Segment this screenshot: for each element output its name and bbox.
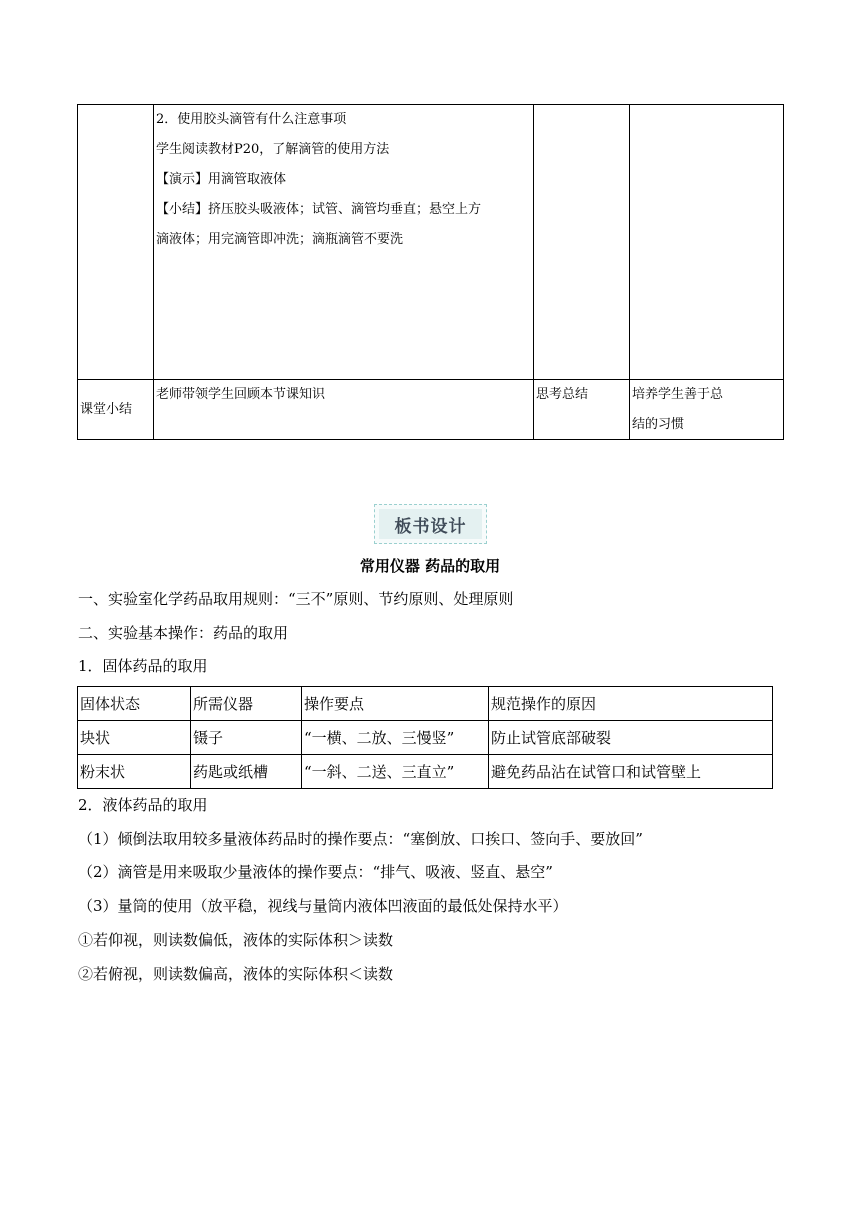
cell-line: 【小结】挤压胶头吸液体；试管、滴管均垂直；悬空上方 <box>156 202 482 217</box>
cell-line: 结的习惯 <box>632 416 685 432</box>
table-cell <box>154 105 534 380</box>
table-cell: 避免药品沾在试管口和试管壁上 <box>489 755 773 789</box>
text-line: （2）滴管是用来吸取少量液体的操作要点：“排气、吸液、竖直、悬空” <box>78 863 553 881</box>
table-header: 固体状态 <box>78 687 191 721</box>
table-cell: “一斜、二送、三直立” <box>302 755 489 789</box>
table-cell: 块状 <box>78 721 191 755</box>
badge-label: 板书设计 <box>379 509 482 539</box>
text-line: 1．固体药品的取用 <box>78 657 208 675</box>
table-cell: 思考总结 <box>534 380 630 440</box>
table-header: 规范操作的原因 <box>489 687 773 721</box>
text-line: （3）量筒的使用（放平稳，视线与量筒内液体凹液面的最低处保持水平） <box>78 897 568 915</box>
table-row <box>78 755 773 789</box>
table-cell: 粉末状 <box>78 755 191 789</box>
table-cell: 药匙或纸槽 <box>191 755 302 789</box>
table-cell <box>630 380 784 440</box>
text-line: 一、实验室化学药品取用规则：“三不”原则、节约原则、处理原则 <box>78 590 514 608</box>
cell-line: 2．使用胶头滴管有什么注意事项 <box>156 112 347 127</box>
board-design-badge <box>374 504 487 544</box>
solid-drugs-table <box>77 686 773 789</box>
table-cell: 镊子 <box>191 721 302 755</box>
board-title: 常用仪器 药品的取用 <box>359 557 501 575</box>
table-row <box>78 105 784 380</box>
table-header-row <box>78 687 773 721</box>
text-line: 二、实验基本操作：药品的取用 <box>78 624 289 642</box>
text-line: （1）倾倒法取用较多量液体药品时的操作要点：“塞倒放、口挨口、签向手、要放回” <box>78 830 643 848</box>
cell-line: 培养学生善于总 <box>632 387 724 402</box>
table-cell: “一横、二放、三慢竖” <box>302 721 489 755</box>
table-cell <box>630 105 784 380</box>
text-line: ①若仰视，则读数偏低，液体的实际体积＞读数 <box>78 931 394 949</box>
table-header: 所需仪器 <box>191 687 302 721</box>
table-header: 操作要点 <box>302 687 489 721</box>
text-line: ②若俯视，则读数偏高，液体的实际体积＜读数 <box>78 965 394 983</box>
cell-line: 滴液体；用完滴管即冲洗；滴瓶滴管不要洗 <box>156 232 404 247</box>
table-cell: 课堂小结 <box>78 380 154 440</box>
table-cell <box>534 105 630 380</box>
text-line: 2．液体药品的取用 <box>78 796 208 814</box>
table-cell: 防止试管底部破裂 <box>489 721 773 755</box>
table-row <box>78 380 784 440</box>
lesson-table <box>77 104 784 440</box>
cell-line: 学生阅读教材P20，了解滴管的使用方法 <box>156 142 390 157</box>
table-row <box>78 721 773 755</box>
table-cell: 老师带领学生回顾本节课知识 <box>154 380 534 440</box>
table-cell <box>78 105 154 380</box>
cell-line: 【演示】用滴管取液体 <box>156 172 287 187</box>
